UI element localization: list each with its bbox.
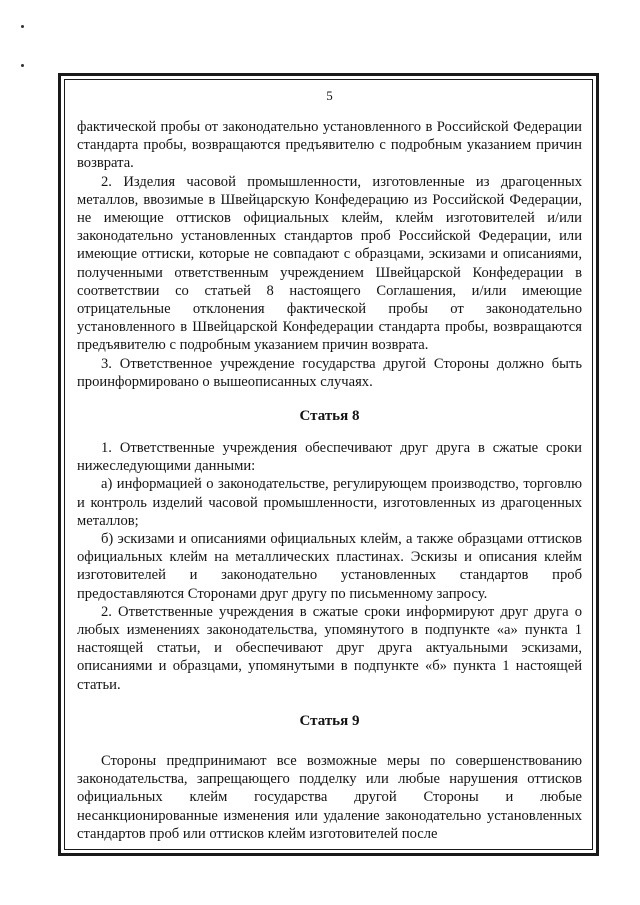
paragraph: Стороны предпринимают все возможные меры по совершенствованию законодательства, запрещающего подделку или любые нарушения оттисков официальных клейм государства другой Стороны и любые несанкционированные изменения или удаление законодательно установленных стандартов проб или оттисков клейм изготовителей после <box>77 752 582 842</box>
paragraph: 1. Ответственные учреждения обеспечивают друг друга в сжатые сроки нижеследующими данными: <box>77 440 582 475</box>
article-8-heading: Статья 8 <box>299 408 360 425</box>
paragraph: б) эскизами и описаниями официальных клейм, а также образцами оттисков официальных клейм на металлических пластинах. Эскизы и описания клейм изготовителей и законодательно установленных стандартов проб предоставляются Сторонами друг другу по письменному запросу. <box>77 531 582 602</box>
page-number: 5 <box>326 88 333 103</box>
paragraph: 2. Изделия часовой промышленности, изготовленные из драгоценных металлов, ввозимые в Швейцарскую Конфедерацию из Российской Федерации, не имеющие оттисков официальных клейм, клейм изготовителей и/или законодательно установленных стандартов проб Российской Федерации, или имеющие оттиски, которые не совпадают с образцами, эскизами и описаниями, полученными ответственным учреждением Швейцарской Конфедерации в соответствии со статьей 8 настоящего Соглашения, и/или имеющие отрицательные отклонения фактической пробы от законодательно установленного в Швейцарской Конфедерации стандарта пробы, возвращаются предъявителю с подробным указанием причин возврата. <box>77 173 582 354</box>
article-9-heading: Статья 9 <box>299 712 360 729</box>
paragraph: 3. Ответственное учреждение государства другой Стороны должно быть проинформировано о вышеописанных случаях. <box>77 355 582 390</box>
document-body <box>77 88 582 843</box>
page-frame-inner <box>64 79 593 850</box>
paragraph: фактической пробы от законодательно установленного в Российской Федерации стандарта пробы, возвращаются предъявителю с подробным указанием причин возврата. <box>77 119 582 172</box>
scan-mark-dot <box>21 64 24 67</box>
paragraph: 2. Ответственные учреждения в сжатые сроки информируют друг друга о любых изменениях законодательства, упомянутого в подпункте «а» пункта 1 настоящей статьи, и обеспечивают друг друга актуальными эскизами, описаниями и образцами, упомянутыми в подпункте «б» пункта 1 настоящей статьи. <box>77 603 582 693</box>
scan-mark-dot <box>21 25 24 28</box>
paragraph: а) информацией о законодательстве, регулирующем производство, торговлю и контроль изделий часовой промышленности, изготовленных из драгоценных металлов; <box>77 476 582 529</box>
